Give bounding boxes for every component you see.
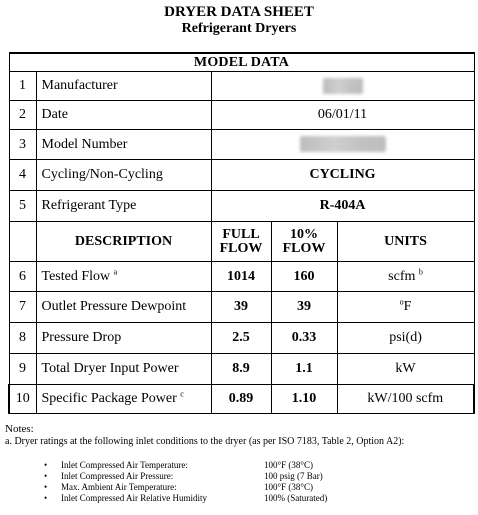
sheet-title: DRYER DATA SHEET bbox=[164, 4, 314, 20]
notes-heading: Notes: bbox=[5, 423, 34, 435]
footnote-marker: c bbox=[180, 389, 184, 399]
table-row bbox=[9, 130, 474, 160]
condition-value: 100°F (38°C) bbox=[264, 460, 313, 470]
date-value: 06/01/11 bbox=[211, 101, 474, 130]
unit-value: kW/100 scfm bbox=[337, 385, 474, 414]
pct-flow-value: 160 bbox=[271, 262, 337, 292]
bullet: • bbox=[44, 471, 48, 481]
row-label: Refrigerant Type bbox=[36, 191, 211, 222]
row-label-text: Specific Package Power bbox=[41, 391, 177, 406]
units-header: UNITS bbox=[337, 222, 474, 262]
bullet: • bbox=[44, 493, 48, 503]
note-a: a. Dryer ratings at the following inlet conditions to the dryer (as per ISO 7183, Table 2, Option A2): bbox=[5, 436, 405, 447]
pct-flow-value: 0.33 bbox=[271, 323, 337, 354]
pct-flow-value: 1.10 bbox=[271, 385, 337, 414]
row-number: 4 bbox=[9, 160, 36, 191]
condition-value: 100% (Saturated) bbox=[264, 493, 328, 503]
full-flow-value: 1014 bbox=[211, 262, 271, 292]
row-label: Manufacturer bbox=[36, 72, 211, 101]
column-header-row bbox=[9, 222, 474, 262]
redacted-value bbox=[323, 78, 363, 94]
full-flow-value: 0.89 bbox=[211, 385, 271, 414]
table-row bbox=[9, 262, 474, 292]
table-row bbox=[9, 101, 474, 130]
condition-label: Inlet Compressed Air Pressure: bbox=[61, 471, 174, 481]
bullet: • bbox=[44, 460, 48, 470]
full-flow-header-line1: FULL bbox=[222, 226, 260, 242]
unit-value: psi(d) bbox=[337, 323, 474, 354]
table-row bbox=[9, 385, 474, 414]
manufacturer-value bbox=[211, 72, 474, 101]
condition-value: 100°F (38°C) bbox=[264, 482, 313, 492]
row-number: 5 bbox=[9, 191, 36, 222]
description-header: DESCRIPTION bbox=[36, 222, 211, 262]
row-label bbox=[36, 262, 211, 292]
bullet: • bbox=[44, 482, 48, 492]
full-flow-header-line2: FLOW bbox=[219, 240, 263, 256]
row-label: Total Dryer Input Power bbox=[36, 354, 211, 385]
full-flow-value: 8.9 bbox=[211, 354, 271, 385]
row-label: Model Number bbox=[36, 130, 211, 160]
dryer-data-table bbox=[8, 52, 475, 414]
pct-flow-header-line2: FLOW bbox=[282, 240, 326, 256]
row-label bbox=[36, 385, 211, 414]
table-row bbox=[9, 191, 474, 222]
row-label: Pressure Drop bbox=[36, 323, 211, 354]
model-number-value bbox=[211, 130, 474, 160]
row-number: 8 bbox=[9, 323, 36, 354]
row-number: 10 bbox=[9, 385, 36, 414]
degree-marker: o bbox=[399, 297, 404, 307]
unit-value: kW bbox=[337, 354, 474, 385]
unit-value bbox=[337, 262, 474, 292]
pct-flow-value: 1.1 bbox=[271, 354, 337, 385]
row-number: 9 bbox=[9, 354, 36, 385]
table-row bbox=[9, 354, 474, 385]
refrigerant-value: R-404A bbox=[211, 191, 474, 222]
full-flow-value: 2.5 bbox=[211, 323, 271, 354]
table-row bbox=[9, 160, 474, 191]
model-data-heading: MODEL DATA bbox=[9, 53, 474, 72]
condition-value: 100 psig (7 Bar) bbox=[264, 471, 323, 481]
condition-label: Inlet Compressed Air Temperature: bbox=[61, 460, 188, 470]
unit-value bbox=[337, 292, 474, 323]
row-number: 3 bbox=[9, 130, 36, 160]
footnote-marker: a bbox=[113, 266, 118, 276]
row-label: Date bbox=[36, 101, 211, 130]
pct-flow-value: 39 bbox=[271, 292, 337, 323]
pct-flow-header bbox=[271, 222, 337, 262]
condition-label: Inlet Compressed Air Relative Humidity bbox=[61, 493, 207, 503]
table-row bbox=[9, 72, 474, 101]
row-label: Cycling/Non-Cycling bbox=[36, 160, 211, 191]
blank-cell bbox=[9, 222, 36, 262]
pct-flow-header-line1: 10% bbox=[290, 226, 318, 242]
table-row bbox=[9, 323, 474, 354]
sheet-subtitle: Refrigerant Dryers bbox=[181, 21, 297, 36]
condition-label: Max. Ambient Air Temperature: bbox=[61, 482, 177, 492]
unit-text: F bbox=[403, 299, 412, 314]
footnote-marker: b bbox=[418, 266, 423, 276]
unit-text: scfm bbox=[388, 268, 416, 284]
full-flow-header bbox=[211, 222, 271, 262]
row-number: 1 bbox=[9, 72, 36, 101]
table-row bbox=[9, 292, 474, 323]
row-number: 6 bbox=[9, 262, 36, 292]
row-number: 7 bbox=[9, 292, 36, 323]
redacted-value bbox=[300, 136, 386, 152]
row-number: 2 bbox=[9, 101, 36, 130]
full-flow-value: 39 bbox=[211, 292, 271, 323]
row-label-text: Tested Flow bbox=[41, 268, 111, 284]
cycling-value: CYCLING bbox=[211, 160, 474, 191]
row-label: Outlet Pressure Dewpoint bbox=[36, 292, 211, 323]
